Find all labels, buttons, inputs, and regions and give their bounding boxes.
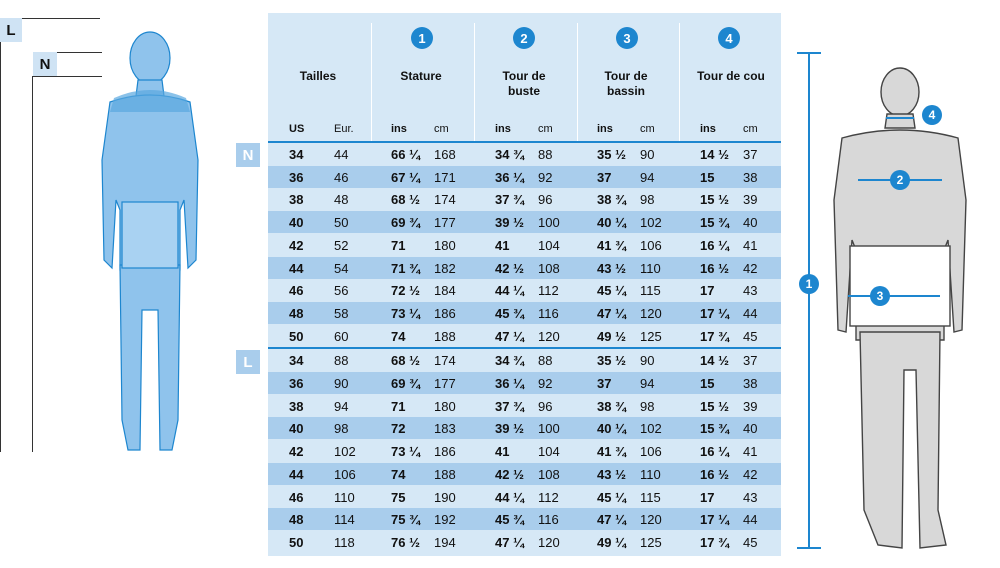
table-cell: 186 bbox=[434, 444, 456, 460]
table-cell: 36 ¼ bbox=[495, 169, 524, 185]
table-cell: 106 bbox=[640, 237, 662, 253]
table-cell: 71 ¾ bbox=[391, 260, 420, 276]
table-cell: 38 bbox=[743, 376, 758, 391]
table-cell: 120 bbox=[538, 328, 560, 344]
table-row bbox=[268, 257, 781, 279]
subheader-cm: cm bbox=[434, 123, 449, 135]
table-cell: 37 bbox=[597, 169, 612, 185]
table-cell: 75 ¾ bbox=[391, 512, 420, 528]
table-cell: 44 ¼ bbox=[495, 489, 524, 505]
group-tag-n: N bbox=[236, 143, 260, 167]
table-cell: 94 bbox=[640, 376, 655, 391]
table-cell: 40 bbox=[743, 215, 758, 231]
table-cell: 115 bbox=[640, 489, 661, 505]
table-cell: 40 ¼ bbox=[597, 421, 626, 437]
table-cell: 37 ¾ bbox=[495, 398, 524, 414]
table-cell: 44 bbox=[334, 147, 349, 162]
table-cell: 44 ¼ bbox=[495, 283, 524, 299]
table-cell: 68 ½ bbox=[391, 353, 420, 369]
table-cell: 116 bbox=[538, 305, 559, 321]
table-cell: 66 ¼ bbox=[391, 147, 420, 162]
table-cell: 46 bbox=[334, 169, 349, 185]
stature-line-bottom-cap bbox=[797, 547, 821, 549]
table-cell: 69 ¾ bbox=[391, 215, 420, 231]
marker-2: 2 bbox=[890, 170, 910, 190]
table-cell: 76 ½ bbox=[391, 534, 420, 550]
table-cell: 104 bbox=[538, 237, 560, 253]
table-cell: 39 bbox=[743, 398, 758, 414]
table-cell: 106 bbox=[334, 466, 356, 482]
table-row bbox=[268, 349, 781, 371]
marker-4: 4 bbox=[922, 105, 942, 125]
n-bracket-vertical bbox=[32, 76, 33, 452]
table-cell: 90 bbox=[334, 376, 349, 391]
table-cell: 17 bbox=[700, 283, 715, 299]
table-cell: 37 bbox=[743, 353, 758, 369]
table-cell: 115 bbox=[640, 283, 661, 299]
table-cell: 36 ¼ bbox=[495, 376, 524, 391]
table-cell: 100 bbox=[538, 421, 560, 437]
table-cell: 114 bbox=[334, 512, 355, 528]
table-cell: 98 bbox=[334, 421, 349, 437]
table-cell: 45 bbox=[743, 534, 758, 550]
marker-1: 1 bbox=[799, 274, 819, 294]
table-cell: 50 bbox=[334, 215, 349, 231]
table-cell: 40 bbox=[289, 215, 304, 231]
table-row bbox=[268, 417, 781, 439]
table-row bbox=[268, 440, 781, 462]
column-number-4: 4 bbox=[718, 27, 740, 49]
table-cell: 88 bbox=[538, 147, 553, 162]
blue-silhouette-figure bbox=[80, 10, 220, 460]
table-cell: 17 ¼ bbox=[700, 512, 729, 528]
table-cell: 71 bbox=[391, 237, 406, 253]
table-cell: 90 bbox=[640, 353, 655, 369]
column-number-3: 3 bbox=[616, 27, 638, 49]
table-cell: 96 bbox=[538, 192, 553, 208]
table-row bbox=[268, 166, 781, 188]
table-cell: 14 ½ bbox=[700, 353, 729, 369]
table-cell: 40 bbox=[743, 421, 758, 437]
table-cell: 47 ¼ bbox=[597, 305, 626, 321]
table-cell: 74 bbox=[391, 328, 406, 344]
subheader-cm: cm bbox=[743, 123, 758, 135]
table-cell: 174 bbox=[434, 353, 456, 369]
subheader-cm: cm bbox=[640, 123, 655, 135]
table-cell: 94 bbox=[640, 169, 655, 185]
table-header bbox=[268, 13, 781, 141]
table-cell: 98 bbox=[640, 398, 655, 414]
table-cell: 69 ¾ bbox=[391, 376, 420, 391]
table-cell: 15 ¾ bbox=[700, 421, 729, 437]
table-cell: 39 ½ bbox=[495, 421, 524, 437]
subheader-ins: ins bbox=[700, 123, 716, 135]
table-cell: 43 bbox=[743, 283, 758, 299]
table-cell: 42 ½ bbox=[495, 260, 524, 276]
subheader-us: US bbox=[289, 123, 305, 135]
table-cell: 42 bbox=[743, 466, 758, 482]
table-cell: 34 ¾ bbox=[495, 353, 524, 369]
table-cell: 194 bbox=[434, 534, 456, 550]
subheader-cm: cm bbox=[538, 123, 553, 135]
table-row bbox=[268, 372, 781, 394]
table-cell: 188 bbox=[434, 466, 456, 482]
table-cell: 177 bbox=[434, 215, 456, 231]
table-cell: 102 bbox=[334, 444, 356, 460]
table-cell: 102 bbox=[640, 421, 662, 437]
table-cell: 110 bbox=[334, 489, 355, 505]
table-cell: 58 bbox=[334, 305, 349, 321]
column-number-2: 2 bbox=[513, 27, 535, 49]
table-cell: 182 bbox=[434, 260, 456, 276]
table-cell: 184 bbox=[434, 283, 456, 299]
table-cell: 47 ¼ bbox=[597, 512, 626, 528]
table-cell: 34 bbox=[289, 147, 304, 162]
column-title-stature: Stature bbox=[400, 69, 442, 83]
table-cell: 54 bbox=[334, 260, 349, 276]
table-cell: 17 ¾ bbox=[700, 534, 729, 550]
table-cell: 106 bbox=[640, 444, 662, 460]
table-cell: 88 bbox=[334, 353, 349, 369]
table-cell: 47 ¼ bbox=[495, 328, 524, 344]
table-cell: 120 bbox=[640, 512, 662, 528]
table-cell: 40 bbox=[289, 421, 304, 437]
subheader-ins: ins bbox=[391, 123, 407, 135]
table-cell: 45 ¼ bbox=[597, 489, 626, 505]
table-cell: 40 ¼ bbox=[597, 215, 626, 231]
table-cell: 39 bbox=[743, 192, 758, 208]
table-cell: 14 ½ bbox=[700, 147, 729, 162]
table-cell: 108 bbox=[538, 260, 560, 276]
table-cell: 35 ½ bbox=[597, 353, 626, 369]
l-bracket-vertical bbox=[0, 42, 1, 452]
table-cell: 36 bbox=[289, 376, 304, 391]
table-cell: 67 ¼ bbox=[391, 169, 420, 185]
table-cell: 177 bbox=[434, 376, 456, 391]
table-cell: 39 ½ bbox=[495, 215, 524, 231]
table-row bbox=[268, 463, 781, 485]
table-cell: 44 bbox=[289, 260, 304, 276]
table-cell: 110 bbox=[640, 466, 661, 482]
table-cell: 44 bbox=[289, 466, 304, 482]
hip-line bbox=[848, 295, 940, 297]
table-cell: 49 ½ bbox=[597, 328, 626, 344]
table-cell: 38 ¾ bbox=[597, 398, 626, 414]
table-cell: 15 bbox=[700, 376, 715, 391]
table-cell: 37 bbox=[597, 376, 612, 391]
table-cell: 73 ¼ bbox=[391, 444, 420, 460]
table-cell: 92 bbox=[538, 169, 553, 185]
table-cell: 45 bbox=[743, 328, 758, 344]
table-cell: 45 ¾ bbox=[495, 305, 524, 321]
table-cell: 68 ½ bbox=[391, 192, 420, 208]
table-cell: 190 bbox=[434, 489, 456, 505]
table-cell: 16 ¼ bbox=[700, 444, 729, 460]
table-cell: 49 ¼ bbox=[597, 534, 626, 550]
table-cell: 168 bbox=[434, 147, 456, 162]
table-cell: 43 ½ bbox=[597, 466, 626, 482]
table-row bbox=[268, 188, 781, 210]
table-cell: 43 bbox=[743, 489, 758, 505]
table-cell: 42 bbox=[289, 444, 304, 460]
table-cell: 46 bbox=[289, 489, 304, 505]
subheader-ins: ins bbox=[597, 123, 613, 135]
table-cell: 60 bbox=[334, 328, 349, 344]
table-cell: 90 bbox=[640, 147, 655, 162]
table-cell: 45 ¼ bbox=[597, 283, 626, 299]
table-cell: 125 bbox=[640, 534, 662, 550]
table-cell: 45 ¾ bbox=[495, 512, 524, 528]
table-cell: 46 bbox=[289, 283, 304, 299]
table-cell: 116 bbox=[538, 512, 559, 528]
table-cell: 50 bbox=[289, 328, 304, 344]
table-cell: 71 bbox=[391, 398, 406, 414]
table-cell: 112 bbox=[538, 283, 559, 299]
table-cell: 192 bbox=[434, 512, 456, 528]
table-cell: 41 bbox=[495, 237, 510, 253]
table-cell: 37 ¾ bbox=[495, 192, 524, 208]
table-cell: 36 bbox=[289, 169, 304, 185]
size-tag-l: L bbox=[0, 18, 22, 42]
table-cell: 16 ¼ bbox=[700, 237, 729, 253]
table-cell: 16 ½ bbox=[700, 466, 729, 482]
table-cell: 41 ¾ bbox=[597, 444, 626, 460]
table-cell: 48 bbox=[334, 192, 349, 208]
table-cell: 41 bbox=[743, 237, 758, 253]
table-row bbox=[268, 395, 781, 417]
table-cell: 171 bbox=[434, 169, 456, 185]
table-cell: 41 bbox=[743, 444, 758, 460]
table-cell: 74 bbox=[391, 466, 406, 482]
table-cell: 72 bbox=[391, 421, 406, 437]
table-cell: 47 ¼ bbox=[495, 534, 524, 550]
size-tag-n: N bbox=[33, 52, 57, 76]
table-cell: 98 bbox=[640, 192, 655, 208]
table-row bbox=[268, 279, 781, 301]
table-cell: 104 bbox=[538, 444, 560, 460]
column-title-chest: Tour de buste bbox=[502, 69, 546, 98]
table-cell: 15 ½ bbox=[700, 192, 729, 208]
table-cell: 183 bbox=[434, 421, 456, 437]
table-cell: 75 bbox=[391, 489, 406, 505]
table-cell: 110 bbox=[640, 260, 661, 276]
table-cell: 73 ¼ bbox=[391, 305, 420, 321]
table-cell: 108 bbox=[538, 466, 560, 482]
column-number-1: 1 bbox=[411, 27, 433, 49]
size-chart-table bbox=[268, 13, 781, 556]
table-cell: 52 bbox=[334, 237, 349, 253]
table-cell: 120 bbox=[538, 534, 560, 550]
table-row bbox=[268, 234, 781, 256]
table-row bbox=[268, 143, 781, 165]
marker-3: 3 bbox=[870, 286, 890, 306]
table-cell: 38 bbox=[743, 169, 758, 185]
table-cell: 17 bbox=[700, 489, 715, 505]
table-cell: 56 bbox=[334, 283, 349, 299]
table-cell: 100 bbox=[538, 215, 560, 231]
subheader-eur: Eur. bbox=[334, 123, 354, 135]
table-row bbox=[268, 486, 781, 508]
table-cell: 96 bbox=[538, 398, 553, 414]
table-cell: 17 ¾ bbox=[700, 328, 729, 344]
table-cell: 118 bbox=[334, 534, 355, 550]
column-title-sizes: Tailles bbox=[299, 69, 337, 83]
table-cell: 72 ½ bbox=[391, 283, 420, 299]
table-cell: 120 bbox=[640, 305, 662, 321]
column-title-neck: Tour de cou bbox=[697, 69, 765, 83]
column-title-hip: Tour de bassin bbox=[604, 69, 648, 98]
table-cell: 42 bbox=[743, 260, 758, 276]
stature-line bbox=[808, 52, 810, 549]
table-cell: 42 bbox=[289, 237, 304, 253]
table-cell: 15 ½ bbox=[700, 398, 729, 414]
table-cell: 38 ¾ bbox=[597, 192, 626, 208]
table-cell: 48 bbox=[289, 512, 304, 528]
table-cell: 42 ½ bbox=[495, 466, 524, 482]
table-cell: 38 bbox=[289, 398, 304, 414]
table-cell: 37 bbox=[743, 147, 758, 162]
table-cell: 34 ¾ bbox=[495, 147, 524, 162]
table-cell: 38 bbox=[289, 192, 304, 208]
neck-line bbox=[886, 117, 914, 119]
table-cell: 48 bbox=[289, 305, 304, 321]
table-cell: 174 bbox=[434, 192, 456, 208]
column-divider bbox=[577, 23, 578, 141]
table-row bbox=[268, 211, 781, 233]
column-divider bbox=[679, 23, 680, 141]
column-divider bbox=[371, 23, 372, 141]
table-cell: 180 bbox=[434, 398, 456, 414]
table-cell: 15 bbox=[700, 169, 715, 185]
table-cell: 16 ½ bbox=[700, 260, 729, 276]
subheader-ins: ins bbox=[495, 123, 511, 135]
table-row bbox=[268, 302, 781, 324]
table-cell: 44 bbox=[743, 305, 758, 321]
table-cell: 41 bbox=[495, 444, 510, 460]
table-cell: 125 bbox=[640, 328, 662, 344]
table-row bbox=[268, 531, 781, 553]
table-cell: 88 bbox=[538, 353, 553, 369]
table-cell: 180 bbox=[434, 237, 456, 253]
table-cell: 15 ¾ bbox=[700, 215, 729, 231]
column-divider bbox=[474, 23, 475, 141]
table-cell: 50 bbox=[289, 534, 304, 550]
table-cell: 17 ¼ bbox=[700, 305, 729, 321]
group-tag-l: L bbox=[236, 350, 260, 374]
table-row bbox=[268, 325, 781, 347]
table-cell: 43 ½ bbox=[597, 260, 626, 276]
table-cell: 102 bbox=[640, 215, 662, 231]
stature-line-top-cap bbox=[797, 52, 821, 54]
table-row bbox=[268, 508, 781, 530]
table-cell: 188 bbox=[434, 328, 456, 344]
table-cell: 94 bbox=[334, 398, 349, 414]
table-cell: 186 bbox=[434, 305, 456, 321]
table-cell: 41 ¾ bbox=[597, 237, 626, 253]
table-cell: 92 bbox=[538, 376, 553, 391]
table-cell: 44 bbox=[743, 512, 758, 528]
table-cell: 34 bbox=[289, 353, 304, 369]
table-cell: 112 bbox=[538, 489, 559, 505]
table-cell: 35 ½ bbox=[597, 147, 626, 162]
